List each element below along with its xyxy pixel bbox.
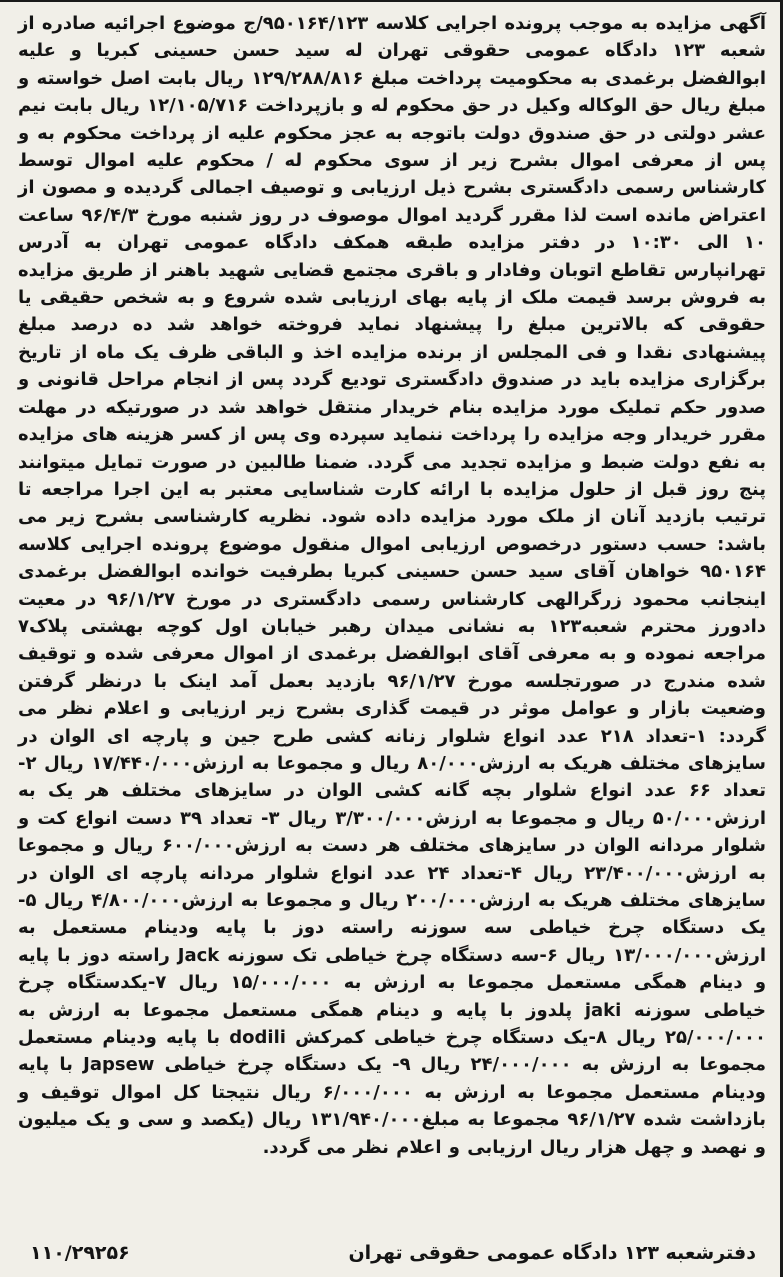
notice-footer — [30, 1238, 756, 1268]
notice-reference-number: ۱۱۰/۲۹۲۵۶ — [30, 1242, 130, 1264]
issuing-office: دفترشعبه ۱۲۳ دادگاه عمومی حقوقی تهران — [348, 1242, 756, 1264]
notice-body-text: آگهی مزایده به موجب پرونده اجرایی کلاسه ۹۵۰۱۶۴/۱۲۳/ج موضوع اجرائیه صادره از شعبه ۱۲۳ دادگاه عمومی حقوقی تهران له سید حسن حسینی کبریا و علیه ابوالفضل برغمدی به محکومیت پرداخت مبلغ ۱۲۹/۲۸۸/۸۱۶ ریال بابت اصل خواسته و مبلغ ریال حق الوکاله وکیل در حق محکوم له و بازپرداخت ۱۲/۱۰۵/۷۱۶ ریال بابت نیم عشر دولتی در حق صندوق دولت باتوجه به عجز محکوم علیه از پرداخت محکوم به و پس از معرفی اموال بشرح زیر از سوی محکوم له / محکوم علیه اموال توسط کارشناس رسمی دادگستری بشرح ذیل ارزیابی و توصیف اجمالی گردیده و مصون از اعتراض مانده است لذا مقرر گردید اموال موصوف در روز شنبه مورخ ۹۶/۴/۳ ساعت ۱۰ الی ۱۰:۳۰ در دفتر مزایده طبقه همکف دادگاه عمومی تهران به آدرس تهرانپارس تقاطع اتوبان وفادار و باقری مجتمع قضایی شهید باهنر از طریق مزایده به فروش برسد قیمت ملک از پایه بهای ارزیابی شده شروع و به شخص حقیقی یا حقوقی که بالاترین مبلغ را پیشنهاد نماید فروخته خواهد شد ده درصد مبلغ پیشنهادی نقدا و فی المجلس از برنده مزایده اخذ و الباقی ظرف یک ماه از تاریخ برگزاری مزایده باید در صندوق دادگستری تودیع گردد پس از انجام مراحل قانونی و صدور حکم تملیک مورد مزایده بنام خریدار منتقل خواهد شد در صورتیکه در مهلت مقرر خریدار وجه مزایده را پرداخت ننماید سپرده وی پس از کسر هزینه های مزایده به نفع دولت ضبط و مزایده تجدید می گردد. ضمنا طالبین در صورت تمایل میتوانند پنج روز قبل از حلول مزایده با ارائه کارت شناسایی معتبر به این اجرا مراجعه تا ترتیب بازدید آنان از ملک مورد مزایده داده شود. نظریه کارشناسی بشرح زیر می باشد: حسب دستور درخصوص ارزیابی اموال منقول موضوع پرونده اجرایی کلاسه ۹۵۰۱۶۴ خواهان آقای سید حسن حسینی کبریا بطرفیت خوانده ابوالفضل برغمدی اینجانب محمود زرگرالهی کارشناس رسمی دادگستری در مورخ ۹۶/۱/۲۷ در معیت دادورز محترم شعبه۱۲۳ به نشانی میدان رهبر خیابان اول کوچه بهشتی پلاک۷ مراجعه نموده و به معرفی آقای ابوالفضل برغمدی از اموال معرفی شده و توقیف شده مندرج در صورتجلسه مورخ ۹۶/۱/۲۷ بازدید بعمل آمد اینک با درنظر گرفتن وضعیت بازار و عوامل موثر در قیمت گذاری بشرح زیر ارزیابی و اعلام نظر می گردد: ۱-تعداد ۲۱۸ عدد انواع شلوار زنانه کشی طرح جین و پارچه ای الوان در سایزهای مختلف هریک به ارزش۸۰/۰۰۰ ریال و مجموعا به ارزش۱۷/۴۴۰/۰۰۰ ریال ۲-تعداد ۶۶ عدد انواع شلوار بچه گانه کشی الوان در سایزهای مختلف هر یک به ارزش۵۰/۰۰۰ ریال و مجموعا به ارزش۳/۳۰۰/۰۰۰ ریال ۳- تعداد ۳۹ دست انواع کت و شلوار مردانه الوان در سایزهای مختلف هر دست به ارزش۶۰۰/۰۰۰ ریال و مجموعا به ارزش۲۳/۴۰۰/۰۰۰ ریال ۴-تعداد ۲۴ عدد انواع شلوار مردانه پارچه ای الوان در سایزهای مختلف هریک به ارزش۲۰۰/۰۰۰ ریال و مجموعا به ارزش۴/۸۰۰/۰۰۰ ریال ۵-یک دستگاه چرخ خیاطی سه سوزنه راسته دوز با پایه ودینام مستعمل به ارزش۱۳/۰۰۰/۰۰۰ ریال ۶-سه دستگاه چرخ خیاطی تک سوزنه Jack راسته دوز با پایه و دینام همگی مستعمل مجموعا به ارزش به ۱۵/۰۰۰/۰۰۰ ریال ۷-یکدستگاه چرخ خیاطی سوزنه jaki پلدوز با پایه و دینام همگی مستعمل مجموعا به ارزش به ۲۵/۰۰۰/۰۰۰ ریال ۸-یک دستگاه چرخ خیاطی کمرکش dodili با پایه ودینام مستعمل مجموعا به ارزش به ۲۴/۰۰۰/۰۰۰ ریال ۹- یک دستگاه چرخ خیاطی Japsew با پایه ودینام مستعمل مجموعا به ارزش به ۶/۰۰۰/۰۰۰ ریال نتیجتا کل اموال توقیف و بازداشت شده ۹۶/۱/۲۷ مجموعا به مبلغ۱۳۱/۹۴۰/۰۰۰ ریال (یکصد و سی و یک میلیون و نهصد و چهل هزار ریال ارزیابی و اعلام نظر می گردد. — [18, 13, 767, 1158]
